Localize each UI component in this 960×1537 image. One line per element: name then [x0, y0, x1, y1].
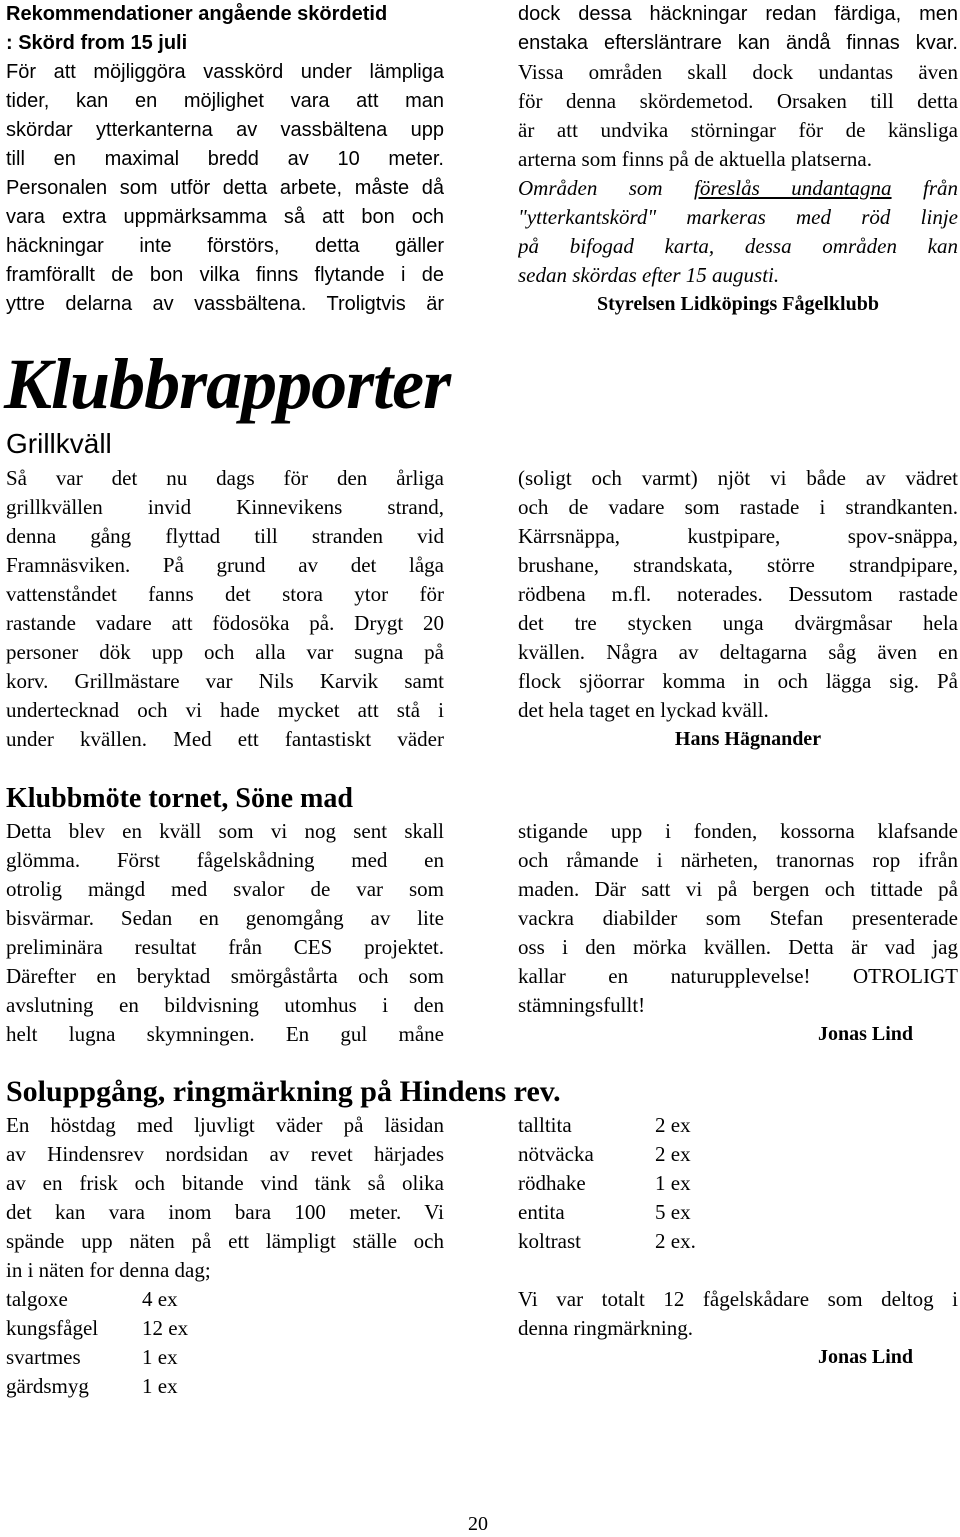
bird-count: 1 ex: [655, 1171, 691, 1195]
text-line: helt lugna skymningen. En gul måne: [6, 1022, 444, 1046]
text-line: denna gång flyttad till stranden vid: [6, 524, 444, 548]
text-line: och råmande i närheten, tranornas rop ifrån: [518, 848, 958, 872]
signature: Jonas Lind: [818, 1023, 914, 1045]
table-row: [6, 1372, 188, 1401]
text-line: preliminära resultat från CES projektet.: [6, 935, 444, 959]
text-line: Detta blev en kväll som vi nog sent skall: [6, 819, 444, 843]
italic-text-line: "ytterkantskörd" markeras med röd linje: [518, 205, 958, 229]
bird-count: 2 ex.: [655, 1229, 696, 1253]
text-line: En höstdag med ljuvligt väder på läsidan: [6, 1113, 444, 1137]
table-row: [518, 1140, 696, 1169]
text-line: avslutning en bildvisning utomhus i den: [6, 993, 444, 1017]
table-row: [6, 1343, 188, 1372]
text-line: glömma. Först fågelskådning med en: [6, 848, 444, 872]
text-line: skördar ytterkanterna av vassbältena upp: [6, 119, 444, 141]
table-row: [518, 1198, 696, 1227]
text-line: personer dök upp och alla var sugna på: [6, 640, 444, 664]
text-line: grillkvällen invid Kinnevikens strand,: [6, 495, 444, 519]
bird-name: svartmes: [6, 1345, 81, 1369]
text-line: För att möjliggöra vasskörd under lämpliga: [6, 61, 444, 83]
bird-name: kungsfågel: [6, 1316, 99, 1340]
bird-name: rödhake: [518, 1171, 586, 1195]
text-line: vara extra uppmärksamma så att bon och: [6, 206, 444, 228]
text-line: rödbena m.fl. noterades. Dessutom rastade: [518, 582, 958, 606]
text-line: stigande upp i fonden, kossorna klafsande: [518, 819, 958, 843]
bird-count: 5 ex: [655, 1200, 691, 1224]
recommendation-subheading: : Skörd from 15 juli: [6, 32, 188, 54]
text-line: det kan vara inom bara 100 meter. Vi: [6, 1200, 444, 1224]
spacer: [518, 1256, 958, 1285]
text-line: flock sjöorrar komma in och lägga sig. På: [518, 669, 958, 693]
table-row: [6, 1314, 188, 1343]
text-line: Därefter en beryktad smörgåstårta och som: [6, 964, 444, 988]
bird-name: talgoxe: [6, 1287, 68, 1311]
text-line: det hela taget en lyckad kväll.: [518, 698, 769, 722]
bird-name: nötväcka: [518, 1142, 594, 1166]
text-line: arterna som finns på de aktuella platserna.: [518, 147, 872, 171]
bird-name: talltita: [518, 1113, 572, 1137]
bird-count: 1 ex: [142, 1345, 178, 1369]
text-line: av Hindensrev nordsidan av revet härjades: [6, 1142, 444, 1166]
text-line: yttre delarna av vassbältena. Troligtvis är: [6, 293, 444, 315]
text-line: det tre stycken unga dvärgmåsar hela: [518, 611, 958, 635]
recommendation-column-left: [6, 0, 444, 319]
text-line: till en maximal bredd av 10 meter.: [6, 148, 444, 170]
signature: Jonas Lind: [818, 1346, 914, 1368]
text-line: in i näten for denna dag;: [6, 1258, 211, 1282]
table-row: [518, 1169, 696, 1198]
text-line: Kärrsnäppa, kustpipare, spov-snäppa,: [518, 524, 958, 548]
text-line: oss i den mörka kvällen. Detta är vad jag: [518, 935, 958, 959]
italic-text-line: på bifogad karta, dessa områden kan: [518, 234, 958, 258]
text-line: Personalen som utför detta arbete, måste då: [6, 177, 444, 199]
recommendation-heading: Rekommendationer angående skördetid: [6, 3, 388, 25]
table-row: [6, 1285, 188, 1314]
bird-count: 1 ex: [142, 1374, 178, 1398]
text-line: maden. Där satt vi på bergen och tittade på: [518, 877, 958, 901]
italic-text-line: sedan skördas efter 15 augusti.: [518, 263, 780, 287]
text-line: bisvärmar. Sedan en genomgång av lite: [6, 906, 444, 930]
text-line: (soligt och varmt) njöt vi både av vädret: [518, 466, 958, 490]
text-line: Så var det nu dags för den årliga: [6, 466, 444, 490]
soluppgang-column-right: [518, 1111, 958, 1372]
text-line: brushane, strandskata, större strandpipare,: [518, 553, 958, 577]
text-line: av en frisk och bitande vind tänk så olika: [6, 1171, 444, 1195]
text-line: för denna skördemetod. Orsaken till detta: [518, 89, 958, 113]
underlined-segment: föreslås undantagna: [694, 176, 892, 200]
bird-count: 2 ex: [655, 1142, 691, 1166]
klubbmote-column-right: [518, 817, 958, 1049]
text-line: dock dessa häckningar redan färdiga, men: [518, 3, 958, 25]
text-line: Vi var totalt 12 fågelskådare som deltog i: [518, 1287, 958, 1311]
text-line: undertecknad och vi hade mycket att stå i: [6, 698, 444, 722]
klubbmote-column-left: [6, 817, 444, 1049]
text-line: är att undvika störningar för de känsliga: [518, 118, 958, 142]
section-title: Klubbrapporter: [4, 344, 451, 424]
article-heading-klubbmote: Klubbmöte tornet, Söne mad: [6, 783, 353, 814]
text-line: rastande vadare att födosöka på. Drygt 20: [6, 611, 444, 635]
bird-name: entita: [518, 1200, 565, 1224]
italic-segment: Områden som: [518, 176, 695, 200]
table-row: [518, 1227, 696, 1256]
text-line: denna ringmärkning.: [518, 1316, 693, 1340]
page-number: 20: [468, 1513, 488, 1535]
bird-count: 4 ex: [142, 1287, 178, 1311]
text-line: stämningsfullt!: [518, 993, 646, 1017]
table-row: [518, 1111, 696, 1140]
text-line: spände upp näten på ett lämpligt ställe och: [6, 1229, 444, 1253]
soluppgang-column-left: [6, 1111, 444, 1401]
text-line: Framnäsviken. På grund av det låga: [6, 553, 444, 577]
italic-segment: från: [891, 176, 958, 200]
recommendation-column-right: [518, 0, 958, 319]
text-line: enstaka eftersläntrare kan ändå finnas kvar.: [518, 32, 958, 54]
bird-name: koltrast: [518, 1229, 581, 1253]
text-line: framförallt de bon vilka finns flytande i de: [6, 264, 444, 286]
signature: Hans Hägnander: [674, 728, 822, 750]
article-heading-grillkvall: Grillkväll: [6, 428, 112, 459]
text-line: otrolig mängd med svalor de var som: [6, 877, 444, 901]
bird-name: gärdsmyg: [6, 1374, 89, 1398]
text-line: vattenståndet fanns det stora ytor för: [6, 582, 444, 606]
bird-count: 12 ex: [142, 1316, 189, 1340]
italic-text-line: [518, 174, 958, 203]
text-line: Vissa områden skall dock undantas även: [518, 60, 958, 84]
text-line: häckningar inte förstörs, detta gäller: [6, 235, 444, 257]
text-line: under kvällen. Med ett fantastiskt väder: [6, 727, 444, 751]
grill-column-right: [518, 464, 958, 754]
text-line: och de vadare som rastade i strandkanten.: [518, 495, 958, 519]
bird-count-table-right: [518, 1111, 696, 1256]
bird-count: 2 ex: [655, 1113, 691, 1137]
text-line: kallar en naturupplevelse! OTROLIGT: [518, 964, 958, 988]
text-line: vackra diabilder som Stefan presenterade: [518, 906, 958, 930]
text-line: korv. Grillmästare var Nils Karvik samt: [6, 669, 444, 693]
bird-count-table-left: [6, 1285, 188, 1401]
text-line: kvällen. Några av deltagarna såg även en: [518, 640, 958, 664]
signature: Styrelsen Lidköpings Fågelklubb: [597, 293, 879, 315]
grill-column-left: [6, 464, 444, 754]
text-line: tider, kan en möjlighet vara att man: [6, 90, 444, 112]
article-heading-soluppgang: Soluppgång, ringmärkning på Hindens rev.: [6, 1075, 561, 1108]
